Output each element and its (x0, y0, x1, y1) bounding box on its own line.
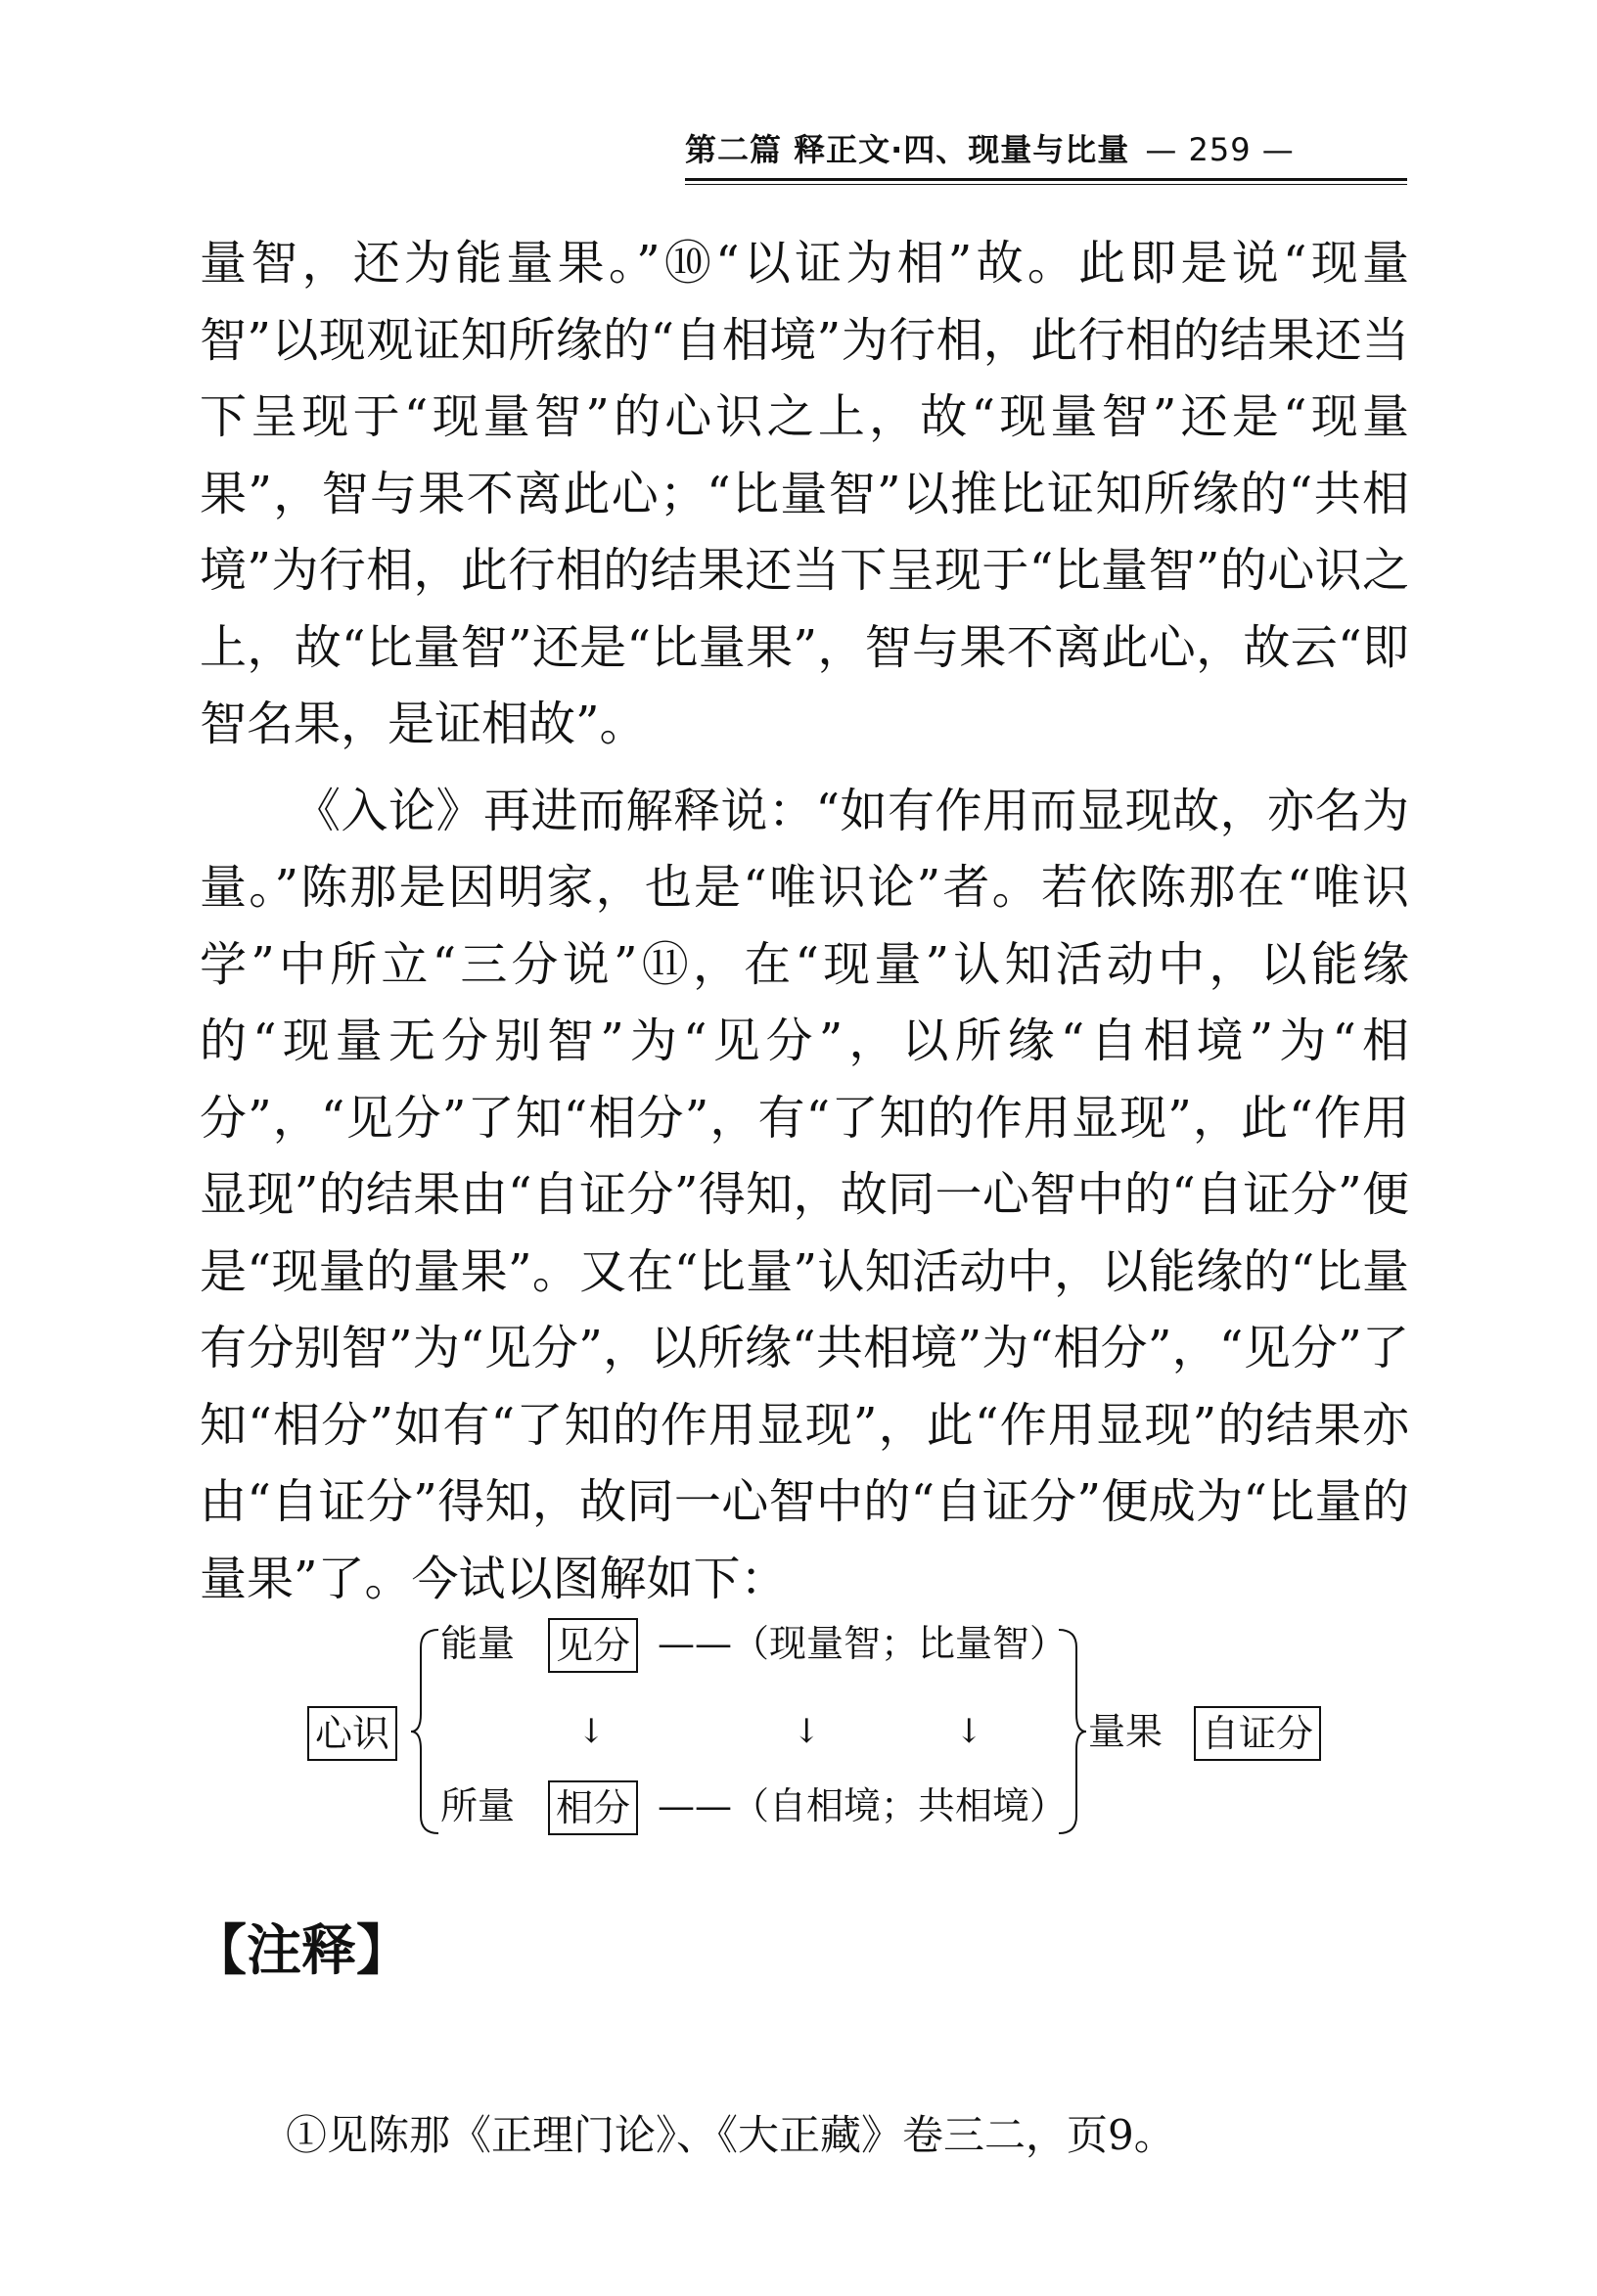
down-arrow-icon: ↓ (577, 1712, 606, 1751)
top-detail: ——（现量智；比量智） (658, 1622, 1068, 1665)
footnote-1: ①见陈那《正理门论》、《大正藏》卷三二，页9。 (286, 2111, 1175, 2159)
top-box: 见分 (548, 1618, 638, 1673)
left-brace-icon (409, 1628, 442, 1835)
running-header (685, 125, 1407, 172)
down-arrow-icon: ↓ (955, 1712, 983, 1751)
bottom-box: 相分 (548, 1780, 638, 1835)
bottom-detail: ——（自相境；共相境） (658, 1784, 1068, 1827)
paragraph-2: 《入论》再进而解释说：“如有作用而显现故，亦名为量。”陈那是因明家，也是“唯识论”者。若依陈那在“唯识学”中所立“三分说”⑪，在“现量”认知活动中，以能缘的“现量无分别智”为“见分”，以所缘“自相境”为“相分”，“见分”了知“相分”，有“了知的作用显现”，此“作用显现”的结果由“自证分”得知，故同一心智中的“自证分”便是“现量的量果”。又在“比量”认知活动中，以能缘的“比量有分别智”为“见分”，以所缘“共相境”为“相分”，“见分”了知“相分”如有“了知的作用显现”，此“作用显现”的结果亦由“自证分”得知，故同一心智中的“自证分”便成为“比量的量果”了。今试以图解如下： (200, 783, 1409, 1606)
diagram (294, 1604, 1390, 1859)
result-label: 量果 (1088, 1710, 1164, 1753)
diagram-root-box: 心识 (307, 1706, 397, 1761)
right-brace-icon (1055, 1628, 1088, 1835)
running-title: 第二篇 释正文·四、现量与比量 (685, 131, 1130, 168)
header-rule-thin (685, 184, 1407, 185)
body-text (200, 225, 1409, 1617)
notes-heading: 【注释】 (192, 1919, 411, 1983)
result-box: 自证分 (1194, 1706, 1321, 1761)
page-number: — 259 — (1145, 131, 1295, 168)
paragraph-1: 量智，还为能量果。”⑩“以证为相”故。此即是说“现量智”以现观证知所缘的“自相境”为行相，此行相的结果还当下呈现于“现量智”的心识之上，故“现量智”还是“现量果”，智与果不离此心；“比量智”以推比证知所缘的“共相境”为行相，此行相的结果还当下呈现于“比量智”的心识之上，故“比量智”还是“比量果”，智与果不离此心，故云“即智名果，是证相故”。 (200, 236, 1409, 751)
down-arrow-icon: ↓ (793, 1712, 821, 1751)
header-rule (685, 178, 1407, 181)
bottom-label: 所量 (440, 1784, 516, 1827)
top-label: 能量 (440, 1622, 516, 1665)
